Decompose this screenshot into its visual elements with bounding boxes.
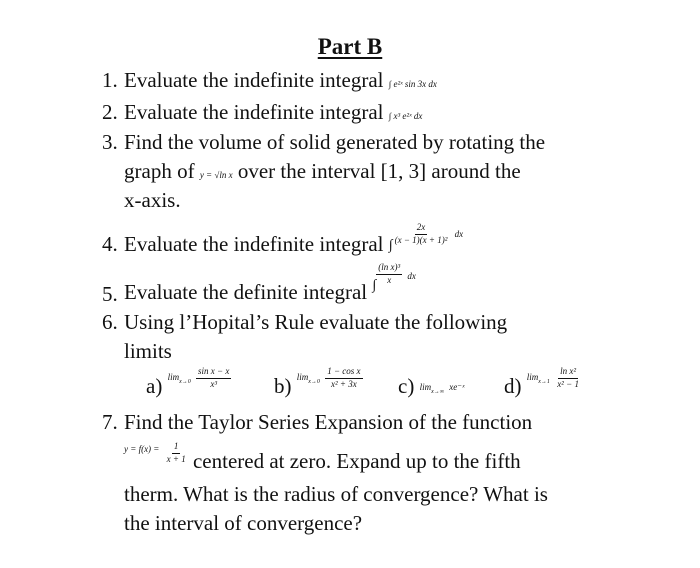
question-4: Evaluate the indefinite integral $_\int$ $\frac{2x}{\text{(x − 1)(x + 1)²}}$ dx [124, 221, 464, 256]
question-5-number: 5. [102, 282, 118, 306]
question-3-expression: y = √ln x [199, 170, 233, 180]
limit-a: a) $\lim_{x\to 0}$ $\frac{\text{sin x − x}}{\text{x³}}$ [146, 365, 230, 398]
question-4-text: Evaluate the indefinite integral [124, 232, 384, 256]
question-5-fraction: $\frac{\text{(ln x)³}}{x}$ [378, 261, 401, 285]
question-7-line-4: the interval of convergence? [124, 511, 363, 535]
question-7-line-1: Find the Taylor Series Expansion of the function [124, 410, 533, 434]
question-3-line-1: Find the volume of solid generated by rotating the [124, 130, 546, 154]
question-6-number: 6. [102, 310, 118, 334]
question-5-text: Evaluate the definite integral [124, 280, 368, 304]
page-title: Part B [317, 34, 383, 59]
question-3-number: 3. [102, 130, 118, 154]
question-2-expression: ∫ x³ e²ˣ dx [388, 111, 423, 121]
question-1 [124, 70, 437, 91]
limit-c: c) $\lim_{x\to\infty}$ xe⁻ˣ [398, 374, 465, 398]
limit-a-fraction: $\frac{\text{sin x − x}}{\text{x³}}$ [198, 365, 230, 389]
question-5: Evaluate the definite integral $_\int$ $\frac{\text{(ln x)³}}{x}$ dx [124, 261, 416, 304]
question-7-fraction: $\frac{1}{x + 1}$ [166, 440, 186, 464]
question-1-number: 1. [102, 68, 118, 92]
limit-d: d) $\lim_{x\to 1}$ $\frac{\text{ln x²}}{\text{x² − 1}}$ [504, 365, 579, 398]
question-6-line-2: limits [124, 339, 172, 363]
question-4-fraction: $\frac{2x}{\text{(x − 1)(x + 1)²}}$ [394, 221, 448, 245]
question-3-line-3: x-axis. [124, 188, 181, 212]
limit-c-expression: xe⁻ˣ [449, 382, 465, 392]
question-4-number: 4. [102, 232, 118, 256]
question-7-line-2: $^{y = f(x) =}$ $\frac{1}{x + 1}$ centered at zero. Expand up to the fifth [124, 440, 521, 473]
question-1-expression: ∫ e²ˣ sin 3x dx [388, 79, 437, 89]
question-7-line-3: therm. What is the radius of convergence? What is [124, 482, 548, 506]
question-2-number: 2. [102, 100, 118, 124]
question-7-number: 7. [102, 410, 118, 434]
limit-d-fraction: $\frac{\text{ln x²}}{\text{x² − 1}}$ [557, 365, 579, 389]
question-1-text: Evaluate the indefinite integral [124, 68, 384, 92]
question-2 [124, 102, 422, 123]
limit-b-fraction: $\frac{\text{1 − cos x}}{\text{x² + 3x}}$ [327, 365, 361, 389]
limit-b: b) $\lim_{x\to 0}$ $\frac{\text{1 − cos x}}{\text{x² + 3x}}$ [274, 365, 361, 398]
question-3-line-2: graph of y = √ln x over the interval [1, 3] around the [124, 159, 521, 183]
question-6-line-1: Using l’Hopital’s Rule evaluate the following [124, 310, 508, 334]
question-2-text: Evaluate the indefinite integral [124, 100, 384, 124]
